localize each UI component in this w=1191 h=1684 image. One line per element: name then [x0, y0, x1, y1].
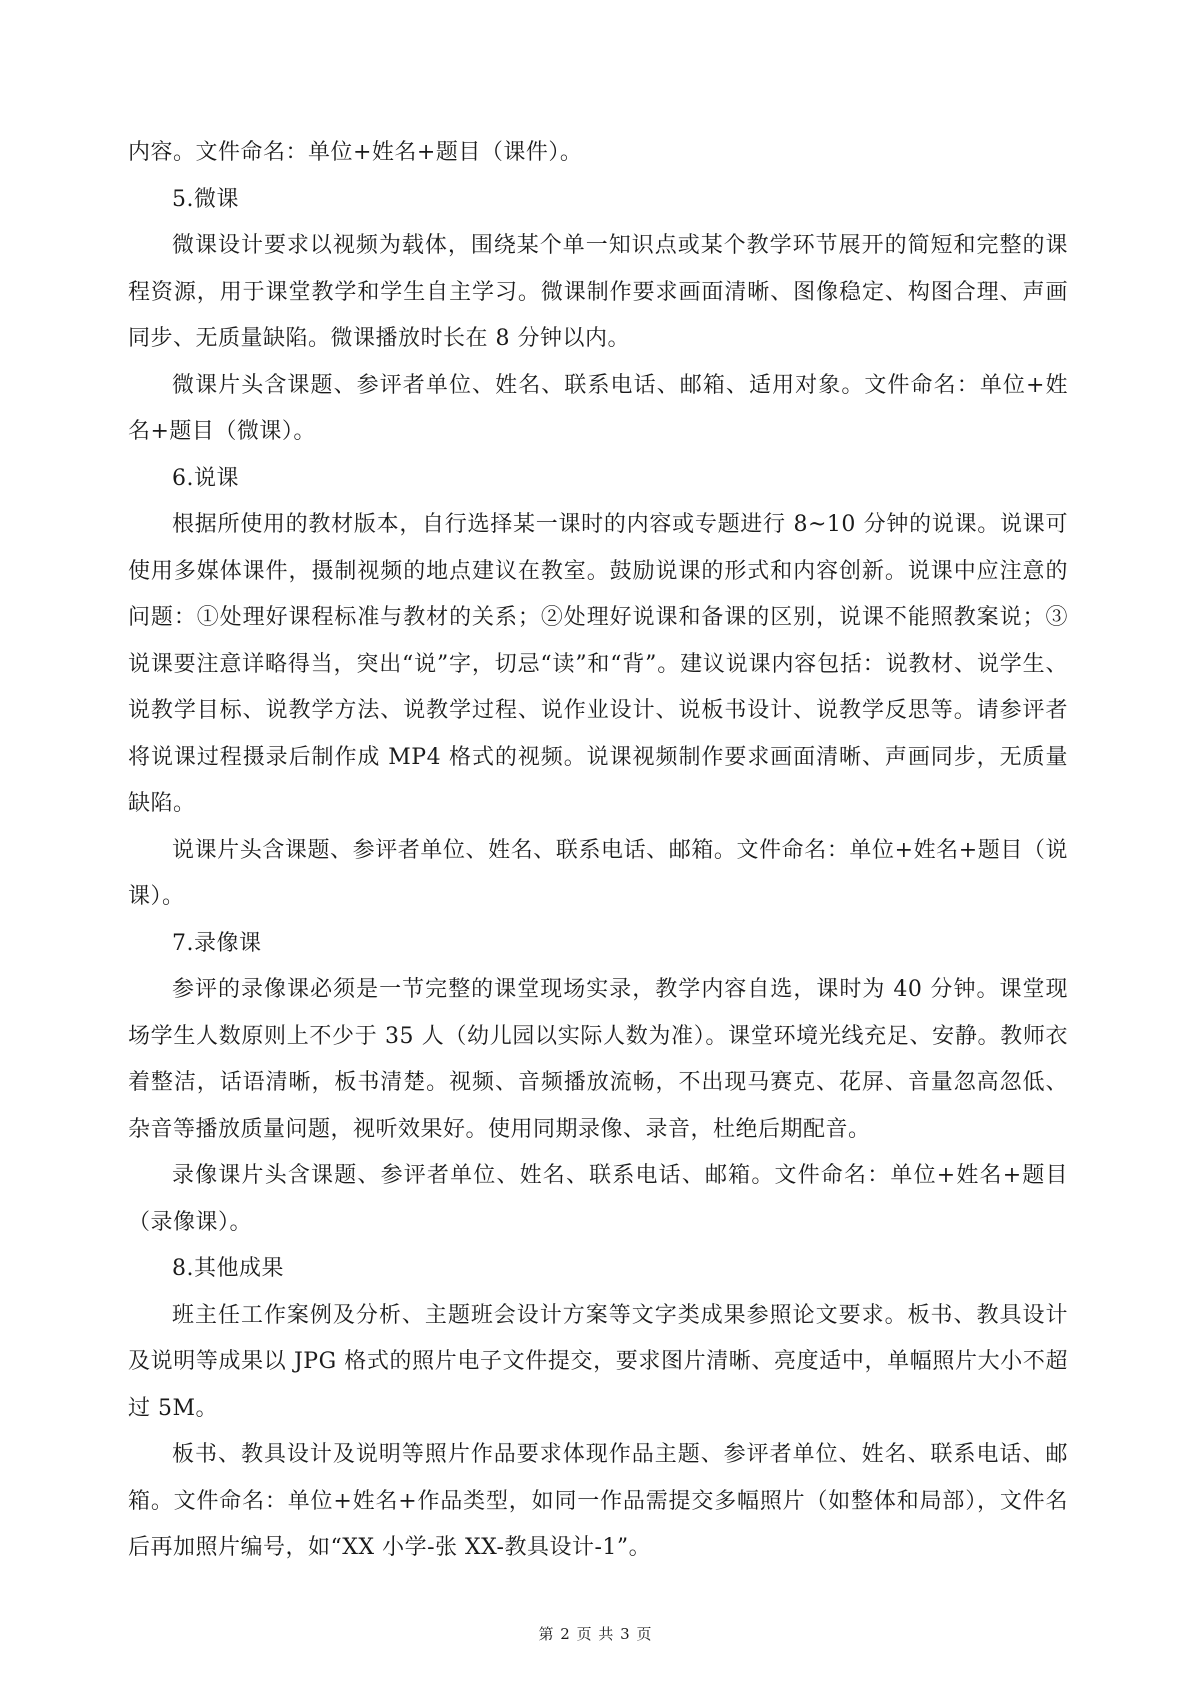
section-heading-video-lesson: 7.录像课	[172, 930, 262, 956]
body-paragraph: 板书、教具设计及说明等照片作品要求体现作品主题、参评者单位、姓名、联系电话、邮箱。文件命名：单位+姓名+作品类型，如同一作品需提交多幅照片（如整体和局部），文件名后再加照片编号，如“XX 小学-张 XX-教具设计-1”。	[128, 1442, 1068, 1560]
body-paragraph: 班主任工作案例及分析、主题班会设计方案等文字类成果参照论文要求。板书、教具设计及说明等成果以 JPG 格式的照片电子文件提交，要求图片清晰、亮度适中，单幅照片大小不超过 5M。	[128, 1302, 1068, 1421]
body-paragraph: 说课片头含课题、参评者单位、姓名、联系电话、邮箱。文件命名：单位+姓名+题目（说课）。	[128, 837, 1068, 909]
continuation-paragraph: 内容。文件命名：单位+姓名+题目（课件）。	[128, 140, 583, 165]
body-paragraph: 根据所使用的教材版本，自行选择某一课时的内容或专题进行 8~10 分钟的说课。说课可使用多媒体课件，摄制视频的地点建议在教室。鼓励说课的形式和内容创新。说课中应注意的问题：①处理好课程标准与教材的关系；②处理好说课和备课的区别，说课不能照教案说；③说课要注意详略得当，突出“说”字，切忌“读”和“背”。建议说课内容包括：说教材、说学生、说教学目标、说教学方法、说教学过程、说作业设计、说板书设计、说教学反思等。请参评者将说课过程摄录后制作成 MP4 格式的视频。说课视频制作要求画面清晰、声画同步，无质量缺陷。	[128, 512, 1068, 816]
section-heading-micro-lesson: 5.微课	[172, 186, 239, 212]
document-body	[128, 130, 1068, 1572]
section-heading-other-results: 8.其他成果	[172, 1256, 284, 1281]
body-paragraph: 录像课片头含课题、参评者单位、姓名、联系电话、邮箱。文件命名：单位+姓名+题目（录像课）。	[128, 1163, 1068, 1235]
page-footer: 第 2 页 共 3 页	[538, 1625, 653, 1643]
body-paragraph: 参评的录像课必须是一节完整的课堂现场实录，教学内容自选，课时为 40 分钟。课堂现场学生人数原则上不少于 35 人（幼儿园以实际人数为准）。课堂环境光线充足、安静。教师衣着整洁，话语清晰，板书清楚。视频、音频播放流畅，不出现马赛克、花屏、音量忽高忽低、杂音等播放质量问题，视听效果好。使用同期录像、录音，杜绝后期配音。	[128, 977, 1068, 1142]
section-heading-lesson-talk: 6.说课	[172, 465, 239, 491]
body-paragraph: 微课设计要求以视频为载体，围绕某个单一知识点或某个教学环节展开的简短和完整的课程资源，用于课堂教学和学生自主学习。微课制作要求画面清晰、图像稳定、构图合理、声画同步、无质量缺陷。微课播放时长在 8 分钟以内。	[128, 233, 1068, 351]
body-paragraph: 微课片头含课题、参评者单位、姓名、联系电话、邮箱、适用对象。文件命名：单位+姓名+题目（微课）。	[128, 372, 1068, 444]
